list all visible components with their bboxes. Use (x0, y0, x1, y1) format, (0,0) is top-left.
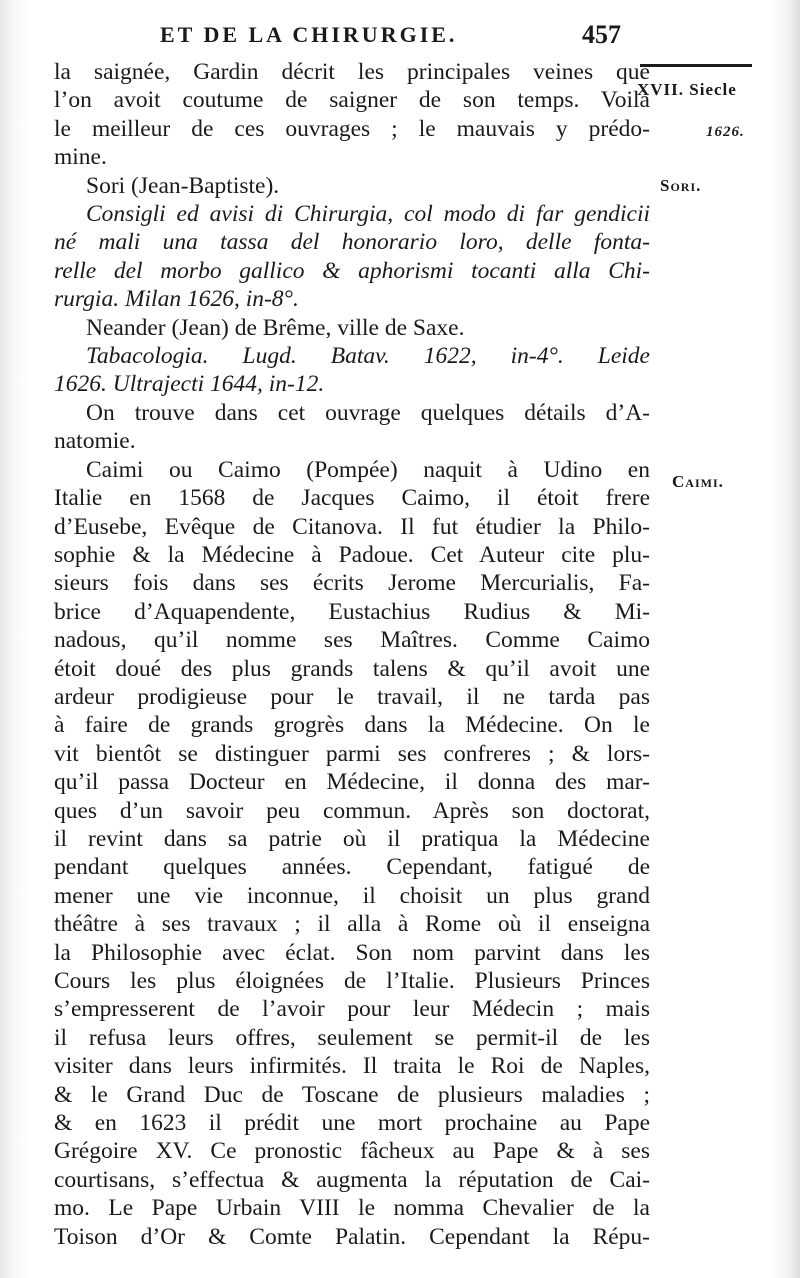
text-line: s’empresserent de l’avoir pour leur Médecin ; mais (54, 996, 650, 1023)
margin-note-caimi: Caimi. (672, 472, 724, 491)
text-line: Italie en 1568 de Jacques Caimo, il étoit frere (54, 485, 650, 512)
text-line: Sori (Jean-Baptiste). (86, 172, 280, 199)
text-line: le meilleur de ces ouvrages ; le mauvais y prédo- (54, 115, 650, 142)
text-line: nadous, qu’il nomme ses Maîtres. Comme Caimo (54, 627, 650, 654)
text-line: mine. (54, 144, 107, 171)
margin-note-century: XVII. Siecle (637, 80, 737, 99)
text-line: à faire de grands grogrès dans la Médecine. On le (54, 712, 650, 739)
text-line: il revint dans sa patrie où il pratiqua la Médecine (54, 825, 650, 852)
margin-rule (640, 64, 752, 67)
text-line: théâtre à ses travaux ; il alla à Rome où il enseigna (54, 911, 650, 938)
text-line: visiter dans leurs infirmités. Il traita le Roi de Naples, (54, 1053, 650, 1080)
text-line: la saignée, Gardin décrit les principales veines que (54, 59, 650, 85)
text-line: On trouve dans cet ouvrage quelques détails d’A- (86, 399, 650, 426)
text-line: pendant quelques années. Cependant, fatigué de (54, 854, 650, 881)
text-line: vit bientôt se distinguer parmi ses confreres ; & lors- (54, 740, 650, 767)
text-line: l’on avoit coutume de saigner de son temps. Voilà (54, 87, 650, 114)
text-line: sophie & la Médecine à Padoue. Cet Auteur cite plu- (54, 541, 650, 568)
text-line: rurgia. Milan 1626, in-8°. (54, 286, 299, 313)
page-number: 457 (582, 20, 621, 49)
text-line: natomie. (54, 428, 136, 455)
margin-note-year: 1626. (706, 124, 745, 140)
text-line: & le Grand Duc de Toscane de plusieurs maladies ; (54, 1081, 650, 1108)
text-line: Toison d’Or & Comte Palatin. Cependant la Répu- (54, 1223, 650, 1250)
text-line: Neander (Jean) de Brême, ville de Saxe. (86, 314, 465, 341)
text-line: ques d’un savoir peu commun. Après son doctorat, (54, 797, 650, 824)
margin-note-sori: Sori. (660, 176, 702, 195)
text-line: Caimi ou Caimo (Pompée) naquit à Udino en (86, 456, 650, 483)
text-line: ardeur prodigieuse pour le travail, il ne tarda pas (54, 683, 650, 710)
text-line: Tabacologia. Lugd. Batav. 1622, in-4°. Leide (86, 343, 650, 370)
text-line: étoit doué des plus grands talens & qu’il avoit une (54, 655, 650, 682)
text-line: sieurs fois dans ses écrits Jerome Mercurialis, Fa- (54, 570, 650, 597)
text-line: 1626. Ultrajecti 1644, in-12. (54, 371, 325, 398)
text-line: Grégoire XV. Ce pronostic fâcheux au Pape & à ses (54, 1138, 650, 1165)
running-title: ET DE LA CHIRURGIE. (160, 22, 458, 47)
text-line: Cours les plus éloignées de l’Italie. Plusieurs Princes (54, 968, 650, 994)
text-line: mo. Le Pape Urbain VIII le nomma Chevalier de la (54, 1195, 650, 1222)
text-line: relle del morbo gallico & aphorismi tocanti alla Chi- (54, 257, 650, 284)
text-line: la Philosophie avec éclat. Son nom parvint dans les (54, 939, 650, 966)
text-line: qu’il passa Docteur en Médecine, il donna des mar- (54, 769, 650, 796)
text-line: né mali una tassa del honorario loro, delle fonta- (54, 229, 650, 256)
text-line: Consigli ed avisi di Chirurgia, col modo di far gendicii (86, 201, 650, 228)
body-text (54, 58, 650, 1251)
text-line: mener une vie inconnue, il choisit un plus grand (54, 882, 650, 909)
text-line: il refusa leurs offres, seulement se permit-il de les (54, 1024, 650, 1051)
text-line: & en 1623 il prédit une mort prochaine au Pape (54, 1110, 650, 1137)
text-line: brice d’Aquapendente, Eustachius Rudius & Mi- (54, 598, 650, 625)
text-line: courtisans, s’effectua & augmenta la réputation de Cai- (54, 1166, 650, 1193)
text-line: d’Eusebe, Evêque de Citanova. Il fut étudier la Philo- (54, 513, 650, 540)
